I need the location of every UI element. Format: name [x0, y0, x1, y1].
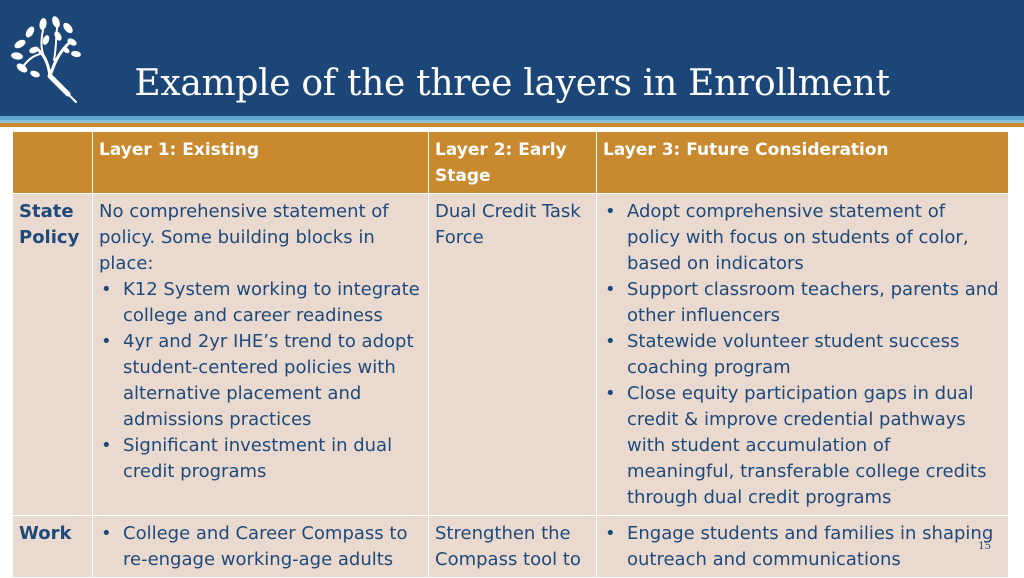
header-layer-1: Layer 1: Existing: [93, 132, 429, 194]
state-policy-future-list: [603, 199, 1002, 511]
work-existing-list: [99, 521, 422, 573]
list-item: • Engage students and families in shaping outreach and communications: [603, 521, 1002, 573]
row-label-state-policy: State Policy: [13, 194, 93, 516]
state-policy-existing-cell: [93, 194, 429, 516]
header-layer-3: Layer 3: Future Consideration: [597, 132, 1009, 194]
page-number: 15: [978, 541, 991, 552]
state-policy-existing-list: [99, 277, 422, 485]
list-item: • Statewide volunteer student success coaching program: [603, 329, 1002, 381]
table-row-work: [13, 516, 1009, 578]
state-policy-future-cell: [597, 194, 1009, 516]
table-row-state-policy: [13, 194, 1009, 516]
work-existing-cell: [93, 516, 429, 578]
header-layer-2: Layer 2: Early Stage: [429, 132, 597, 194]
work-early-cell: Strengthen the Compass tool to: [429, 516, 597, 578]
list-item: • Significant investment in dual credit programs: [99, 433, 422, 485]
list-item: • Close equity participation gaps in dual credit & improve credential pathways with student accumulation of meaningful, transferable college credits through dual credit programs: [603, 381, 1002, 511]
state-policy-early-cell: Dual Credit Task Force: [429, 194, 597, 516]
list-item: • 4yr and 2yr IHE’s trend to adopt student-centered policies with alternative placement and admissions practices: [99, 329, 422, 433]
work-future-list: [603, 521, 1002, 573]
table-header-row: [13, 132, 1009, 194]
list-item: • K12 System working to integrate college and career readiness: [99, 277, 422, 329]
layers-table: [12, 131, 1009, 578]
list-item: • College and Career Compass to re-engage working-age adults: [99, 521, 422, 573]
row-label-work: Work: [13, 516, 93, 578]
work-future-cell: [597, 516, 1009, 578]
slide-title: Example of the three layers in Enrollment: [134, 63, 890, 104]
list-item: • Adopt comprehensive statement of policy with focus on students of color, based on indicators: [603, 199, 1002, 277]
header-cell-empty: [13, 132, 93, 194]
list-item: • Support classroom teachers, parents and other influencers: [603, 277, 1002, 329]
state-policy-existing-intro: No comprehensive statement of policy. Some building blocks in place:: [99, 201, 389, 274]
header-stripe-gold: [0, 123, 1024, 127]
